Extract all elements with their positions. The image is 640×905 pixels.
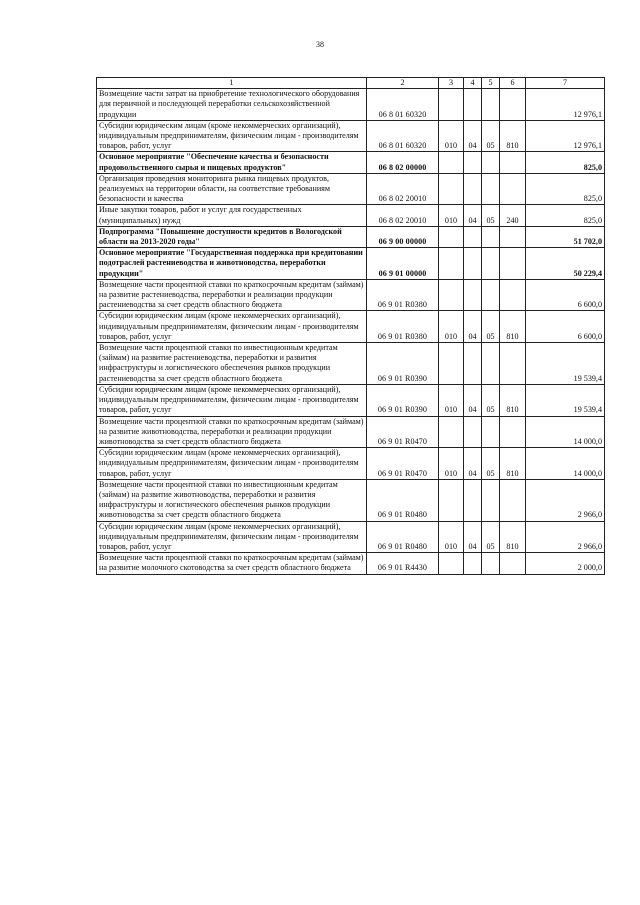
row-col3-cell xyxy=(439,89,464,121)
row-amount-cell: 825,0 xyxy=(526,152,605,173)
row-code-cell: 06 8 01 60320 xyxy=(367,120,439,152)
column-header: 6 xyxy=(500,78,526,89)
row-code-cell: 06 9 01 R0480 xyxy=(367,521,439,553)
row-col6-cell xyxy=(500,416,526,448)
row-name-cell: Субсидии юридическим лицам (кроме некоммерческих организаций), индивидуальным предпринимателям, физическим лицам - производителям товаров, работ, услуг xyxy=(97,448,367,480)
row-amount-cell: 825,0 xyxy=(526,173,605,205)
row-name-cell: Возмещение части затрат на приобретение технологического оборудования для первичной и последующей переработки сельскохозяйственной продукции xyxy=(97,89,367,121)
row-amount-cell: 825,0 xyxy=(526,205,605,226)
row-col6-cell xyxy=(500,279,526,311)
table-row xyxy=(97,521,605,553)
row-code-cell: 06 8 02 20010 xyxy=(367,205,439,226)
table-row xyxy=(97,343,605,385)
row-col6-cell xyxy=(500,226,526,247)
table-row xyxy=(97,448,605,480)
row-name-cell: Организация проведения мониторинга рынка пищевых продуктов, реализуемых на территории области, на соответствие требованиям безопасности и качества xyxy=(97,173,367,205)
row-col5-cell: 05 xyxy=(482,120,500,152)
row-col3-cell: 010 xyxy=(439,205,464,226)
row-name-cell: Возмещение части процентной ставки по краткосрочным кредитам (займам) на развитие молочного скотоводства за счет средств областного бюджета xyxy=(97,553,367,574)
row-code-cell: 06 9 01 R0380 xyxy=(367,311,439,343)
row-amount-cell: 19 539,4 xyxy=(526,343,605,385)
row-col4-cell xyxy=(464,343,482,385)
row-col6-cell xyxy=(500,343,526,385)
row-col3-cell xyxy=(439,479,464,521)
row-col3-cell xyxy=(439,553,464,574)
table-row xyxy=(97,384,605,416)
row-name-cell: Субсидии юридическим лицам (кроме некоммерческих организаций), индивидуальным предпринимателям, физическим лицам - производителям товаров, работ, услуг xyxy=(97,384,367,416)
row-col3-cell xyxy=(439,279,464,311)
row-col3-cell: 010 xyxy=(439,120,464,152)
row-col4-cell xyxy=(464,89,482,121)
row-col5-cell xyxy=(482,173,500,205)
table-header-row xyxy=(97,78,605,89)
table-row xyxy=(97,205,605,226)
row-code-cell: 06 8 02 20010 xyxy=(367,173,439,205)
row-amount-cell: 12 976,1 xyxy=(526,89,605,121)
row-col5-cell xyxy=(482,89,500,121)
row-col3-cell: 010 xyxy=(439,384,464,416)
row-code-cell: 06 9 01 R0390 xyxy=(367,384,439,416)
table-row xyxy=(97,279,605,311)
row-name-cell: Субсидии юридическим лицам (кроме некоммерческих организаций), индивидуальным предпринимателям, физическим лицам - производителям товаров, работ, услуг xyxy=(97,521,367,553)
table-row xyxy=(97,120,605,152)
row-col3-cell xyxy=(439,226,464,247)
row-code-cell: 06 8 01 60320 xyxy=(367,89,439,121)
row-col5-cell: 05 xyxy=(482,205,500,226)
row-col5-cell: 05 xyxy=(482,448,500,480)
row-name-cell: Основное мероприятие "Обеспечение качества и безопасности продовольственного сырья и пищевых продуктов" xyxy=(97,152,367,173)
row-amount-cell: 6 600,0 xyxy=(526,311,605,343)
column-header: 4 xyxy=(464,78,482,89)
table-row xyxy=(97,173,605,205)
row-col6-cell xyxy=(500,89,526,121)
row-col4-cell xyxy=(464,152,482,173)
row-col3-cell xyxy=(439,343,464,385)
row-col6-cell xyxy=(500,248,526,280)
row-col4-cell xyxy=(464,479,482,521)
row-col4-cell xyxy=(464,416,482,448)
column-header: 2 xyxy=(367,78,439,89)
row-col5-cell xyxy=(482,152,500,173)
row-code-cell: 06 8 02 00000 xyxy=(367,152,439,173)
row-col4-cell xyxy=(464,173,482,205)
row-name-cell: Возмещение части процентной ставки по инвестиционным кредитам (займам) на развитие животноводства, переработки и развития инфраструктуры и логистического обеспечения рынков продукции животноводства за счет средств областного бюджета xyxy=(97,479,367,521)
row-name-cell: Подпрограмма "Повышение доступности кредитов в Вологодской области на 2013-2020 годы" xyxy=(97,226,367,247)
row-col6-cell: 810 xyxy=(500,521,526,553)
column-header: 3 xyxy=(439,78,464,89)
row-code-cell: 06 9 01 R0470 xyxy=(367,416,439,448)
page-number: 38 xyxy=(316,40,324,49)
row-amount-cell: 19 539,4 xyxy=(526,384,605,416)
row-col4-cell: 04 xyxy=(464,311,482,343)
row-name-cell: Основное мероприятие "Государственная поддержка при кредитовании подотраслей растениеводства и животноводства, переработки продукции" xyxy=(97,248,367,280)
row-col5-cell xyxy=(482,553,500,574)
row-amount-cell: 12 976,1 xyxy=(526,120,605,152)
table-row xyxy=(97,248,605,280)
row-col5-cell: 05 xyxy=(482,521,500,553)
row-name-cell: Возмещение части процентной ставки по краткосрочным кредитам (займам) на развитие животноводства, переработки и реализации продукции животноводства за счет средств областного бюджета xyxy=(97,416,367,448)
row-col5-cell: 05 xyxy=(482,311,500,343)
row-code-cell: 06 9 00 00000 xyxy=(367,226,439,247)
row-amount-cell: 50 229,4 xyxy=(526,248,605,280)
row-col6-cell xyxy=(500,152,526,173)
row-col5-cell xyxy=(482,248,500,280)
row-amount-cell: 6 600,0 xyxy=(526,279,605,311)
row-col3-cell xyxy=(439,416,464,448)
table-row xyxy=(97,311,605,343)
row-col6-cell: 810 xyxy=(500,311,526,343)
row-col4-cell: 04 xyxy=(464,120,482,152)
row-col4-cell xyxy=(464,248,482,280)
row-amount-cell: 2 000,0 xyxy=(526,553,605,574)
row-col5-cell: 05 xyxy=(482,384,500,416)
column-header: 5 xyxy=(482,78,500,89)
row-amount-cell: 14 000,0 xyxy=(526,448,605,480)
column-header: 1 xyxy=(97,78,367,89)
table-body xyxy=(97,89,605,574)
column-header: 7 xyxy=(526,78,605,89)
table-row xyxy=(97,416,605,448)
row-col5-cell xyxy=(482,479,500,521)
table-row xyxy=(97,226,605,247)
row-amount-cell: 51 702,0 xyxy=(526,226,605,247)
row-col6-cell: 810 xyxy=(500,384,526,416)
row-amount-cell: 2 966,0 xyxy=(526,479,605,521)
row-name-cell: Возмещение части процентной ставки по краткосрочным кредитам (займам) на развитие растениеводства, переработки и реализации продукции растениеводства за счет средств областного бюджета xyxy=(97,279,367,311)
row-amount-cell: 14 000,0 xyxy=(526,416,605,448)
row-col4-cell: 04 xyxy=(464,384,482,416)
row-col6-cell xyxy=(500,553,526,574)
row-col6-cell: 810 xyxy=(500,448,526,480)
row-code-cell: 06 9 01 00000 xyxy=(367,248,439,280)
row-col4-cell: 04 xyxy=(464,205,482,226)
row-col4-cell xyxy=(464,553,482,574)
row-col6-cell xyxy=(500,479,526,521)
row-col6-cell: 810 xyxy=(500,120,526,152)
row-name-cell: Возмещение части процентной ставки по инвестиционным кредитам (займам) на развитие растениеводства, переработки и развития инфраструктуры и логистического обеспечения рынков продукции растениеводства за счет средств областного бюджета xyxy=(97,343,367,385)
row-col3-cell xyxy=(439,173,464,205)
row-col5-cell xyxy=(482,343,500,385)
budget-table xyxy=(96,77,605,575)
row-name-cell: Иные закупки товаров, работ и услуг для государственных (муниципальных) нужд xyxy=(97,205,367,226)
row-code-cell: 06 9 01 R0480 xyxy=(367,479,439,521)
table-row xyxy=(97,89,605,121)
row-col4-cell xyxy=(464,279,482,311)
row-col5-cell xyxy=(482,226,500,247)
row-col3-cell: 010 xyxy=(439,311,464,343)
row-amount-cell: 2 966,0 xyxy=(526,521,605,553)
row-col3-cell: 010 xyxy=(439,448,464,480)
row-col3-cell xyxy=(439,248,464,280)
row-col4-cell xyxy=(464,226,482,247)
row-col4-cell: 04 xyxy=(464,448,482,480)
table-row xyxy=(97,479,605,521)
row-col3-cell xyxy=(439,152,464,173)
row-col4-cell: 04 xyxy=(464,521,482,553)
row-col5-cell xyxy=(482,279,500,311)
row-col3-cell: 010 xyxy=(439,521,464,553)
row-name-cell: Субсидии юридическим лицам (кроме некоммерческих организаций), индивидуальным предпринимателям, физическим лицам - производителям товаров, работ, услуг xyxy=(97,311,367,343)
row-code-cell: 06 9 01 R4430 xyxy=(367,553,439,574)
row-col5-cell xyxy=(482,416,500,448)
row-name-cell: Субсидии юридическим лицам (кроме некоммерческих организаций), индивидуальным предпринимателям, физическим лицам - производителям товаров, работ, услуг xyxy=(97,120,367,152)
row-col6-cell: 240 xyxy=(500,205,526,226)
row-code-cell: 06 9 01 R0380 xyxy=(367,279,439,311)
row-code-cell: 06 9 01 R0470 xyxy=(367,448,439,480)
table-row xyxy=(97,553,605,574)
row-code-cell: 06 9 01 R0390 xyxy=(367,343,439,385)
table-row xyxy=(97,152,605,173)
row-col6-cell xyxy=(500,173,526,205)
